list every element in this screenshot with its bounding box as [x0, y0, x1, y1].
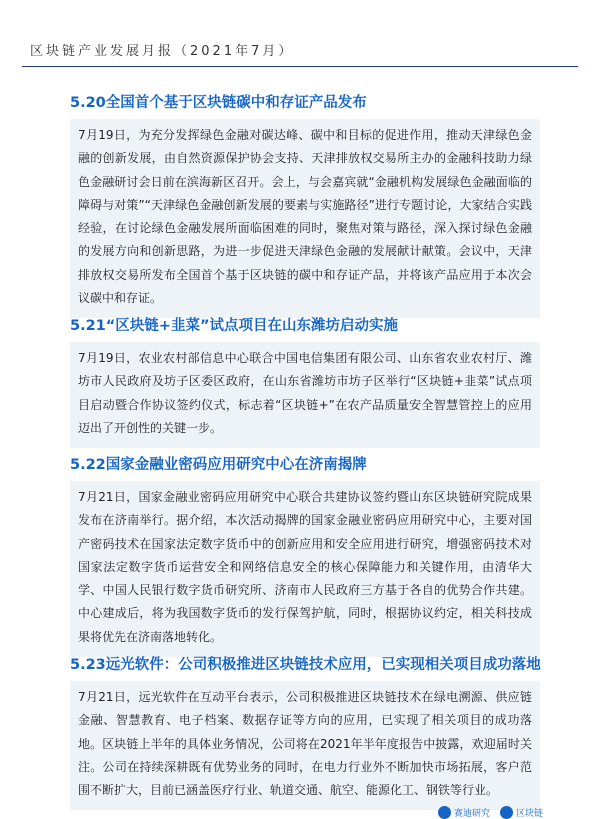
section-title: 5.20全国首个基于区块链碳中和存证产品发布 — [70, 95, 367, 111]
section-5-22 — [70, 456, 540, 657]
section-body: 7月19日，为充分发挥绿色金融对碳达峰、碳中和目标的促进作用，推动天津绿色金融的创新发展，由自然资源保护协会支持、天津排放权交易所主办的金融科技助力绿色金融研讨会日前在滨海新区召开。会上，与会嘉宾就“金融机构发展绿色金融面临的障碍与对策”“天津绿色金融创新发展的要素与实施路径”进行专题讨论，大家结合实践经验，在讨论绿色金融发展所面临困难的同时，聚焦对策与路径，深入探讨绿色金融的发展方向和创新思路，为进一步促进天津绿色金融的发展献计献策。会议中，天津排放权交易所发布全国首个基于区块链的碳中和存证产品，并将该产品应用于本次会议碳中和存证。 — [78, 128, 532, 306]
section-body-panel — [70, 342, 540, 448]
blockchain-logo-icon — [500, 806, 513, 819]
section-body-panel — [70, 119, 540, 318]
section-body: 7月19日，农业农村部信息中心联合中国电信集团有限公司、山东省农业农村厅、潍坊市人民政府及坊子区委区政府，在山东省潍坊市坊子区举行“区块链+韭菜”试点项目启动暨合作协议签约仪式，标志着“区块链+”在农产品质量安全智慧管控上的应用迈出了开创性的关键一步。 — [78, 351, 532, 435]
section-body: 7月21日，国家金融业密码应用研究中心联合共建协议签约暨山东区块链研究院成果发布在济南举行。据介绍，本次活动揭牌的国家金融业密码应用研究中心，主要对国产密码技术在国家法定数字货币中的创新应用和安全应用进行研究，增强密码技术对国家法定数字货币运营安全和网络信息安全的核心保障能力和关键作用，由清华大学、中国人民银行数字货币研究所、济南市人民政府三方基于各自的优势合作共建。中心建成后，将为我国数字货币的发行保驾护航，同时，根据协议约定，相关科技成果将优先在济南落地转化。 — [78, 490, 532, 644]
section-5-21 — [70, 317, 540, 448]
section-5-20 — [70, 94, 540, 318]
logo-blockchain — [500, 806, 543, 819]
section-body: 7月21日，远光软件在互动平台表示，公司积极推进区块链技术在绿电溯源、供应链金融、智慧教育、电子档案、数据存证等方向的应用，已实现了相关项目的成功落地。区块链上半年的具体业务情况，公司将在2021年半年度报告中披露，欢迎届时关注。公司在持续深耕既有优势业务的同时，在电力行业外不断加快市场拓展，客户范围不断扩大，目前已涵盖医疗行业、轨道交通、航空、能源化工、钢铁等行业。 — [78, 690, 532, 798]
section-title: 5.21“区块链+韭菜”试点项目在山东潍坊启动实施 — [70, 318, 398, 334]
logo-ccid — [438, 806, 490, 819]
section-title: 5.23远光软件：公司积极推进区块链技术应用，已实现相关项目成功落地 — [70, 657, 541, 673]
report-title: 区块链产业发展月报（2021年7月） — [30, 44, 295, 59]
ccid-logo-icon — [438, 806, 451, 819]
logo-text: 区块链 — [516, 809, 544, 819]
section-title: 5.22国家金融业密码应用研究中心在济南揭牌 — [70, 457, 367, 473]
section-body-panel — [70, 481, 540, 657]
section-body-panel — [70, 681, 540, 810]
footer-logos — [438, 806, 543, 819]
page-header — [22, 0, 578, 67]
logo-text: 赛迪研究 — [454, 809, 491, 819]
section-5-23 — [70, 656, 540, 810]
